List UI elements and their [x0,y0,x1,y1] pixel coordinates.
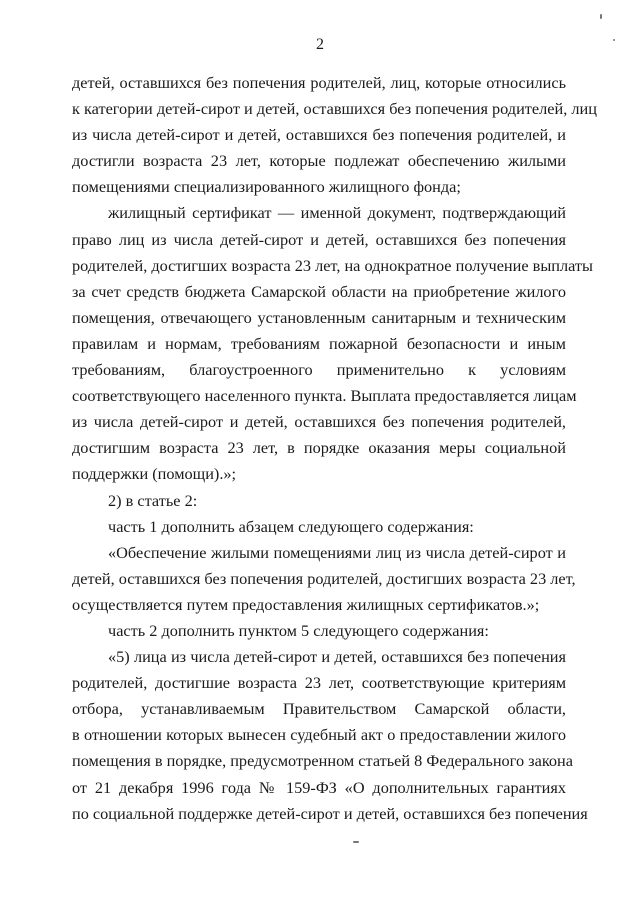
text-line: по социальной поддержке детей-сирот и детей, оставшихся без попечения [72,803,588,823]
text-line: достигшим возраста 23 лет, в порядке оказания меры социальной [72,438,566,458]
text-line: родителей, достигших возраста 23 лет, на однократное получение выплаты [72,255,593,275]
text-line: детей, оставшихся без попечения родителей, достигших возраста 23 лет, [72,568,576,588]
text-line: часть 2 дополнить пунктом 5 следующего содержания: [108,620,489,640]
text-line: отбора, устанавливаемым Правительством Самарской области, [72,699,566,719]
text-line: помещения, отвечающего установленным санитарным и техническим [72,307,566,327]
text-line: 2) в статье 2: [108,490,198,510]
text-line: соответствующего населенного пункта. Выплата предоставляется лицам [72,386,577,406]
paragraph [72,70,597,200]
scan-artifact-mark [613,39,615,41]
text-line: детей, оставшихся без попечения родителей, лиц, которые относились [72,73,566,92]
paragraph [72,514,566,540]
text-line: поддержки (помощи).»; [72,464,237,484]
document-body [72,70,597,827]
text-line: из числа детей-сирот и детей, оставшихся без попечения родителей, [72,412,566,432]
page-number: 2 [316,36,324,53]
text-line: помещениями специализированного жилищного фонда; [72,177,461,197]
paragraph [72,540,576,618]
text-line: достигли возраста 23 лет, которые подлежат обеспечению жилыми [72,151,566,171]
text-line: осуществляется путем предоставления жилищных сертификатов.»; [72,594,540,614]
text-line: в отношении которых вынесен судебный акт о предоставлении жилого [72,725,566,745]
text-line: право лиц из числа детей-сирот и детей, оставшихся без попечения [72,229,566,249]
text-line: помещения в порядке, предусмотренном статьей 8 Федерального закона [72,751,573,771]
paragraph [72,618,566,644]
text-line: требованиям, благоустроенного применительно к условиям [72,360,566,380]
text-line: «5) лица из числа детей-сирот и детей, оставшихся без попечения [108,647,566,667]
paragraph [72,488,566,514]
text-line: из числа детей-сирот и детей, оставшихся без попечения родителей, и [72,125,566,145]
paragraph [72,644,588,827]
paragraph [72,200,593,487]
scan-artifact-mark [600,14,602,19]
text-line: к категории детей-сирот и детей, оставшихся без попечения родителей, лиц [72,99,597,119]
text-line: правилам и нормам, требованиям пожарной безопасности и иным [72,333,566,353]
text-line: «Обеспечение жилыми помещениями лиц из числа детей-сирот и [108,542,566,562]
text-line: жилищный сертификат — именной документ, подтверждающий [108,203,566,223]
text-line: часть 1 дополнить абзацем следующего содержания: [108,516,474,536]
text-line: от 21 декабря 1996 года № 159-ФЗ «О дополнительных гарантиях [72,777,566,797]
text-line: родителей, достигшие возраста 23 лет, соответствующие критериям [72,673,566,693]
scan-artifact-mark [353,841,359,843]
text-line: за счет средств бюджета Самарской области на приобретение жилого [72,281,566,301]
